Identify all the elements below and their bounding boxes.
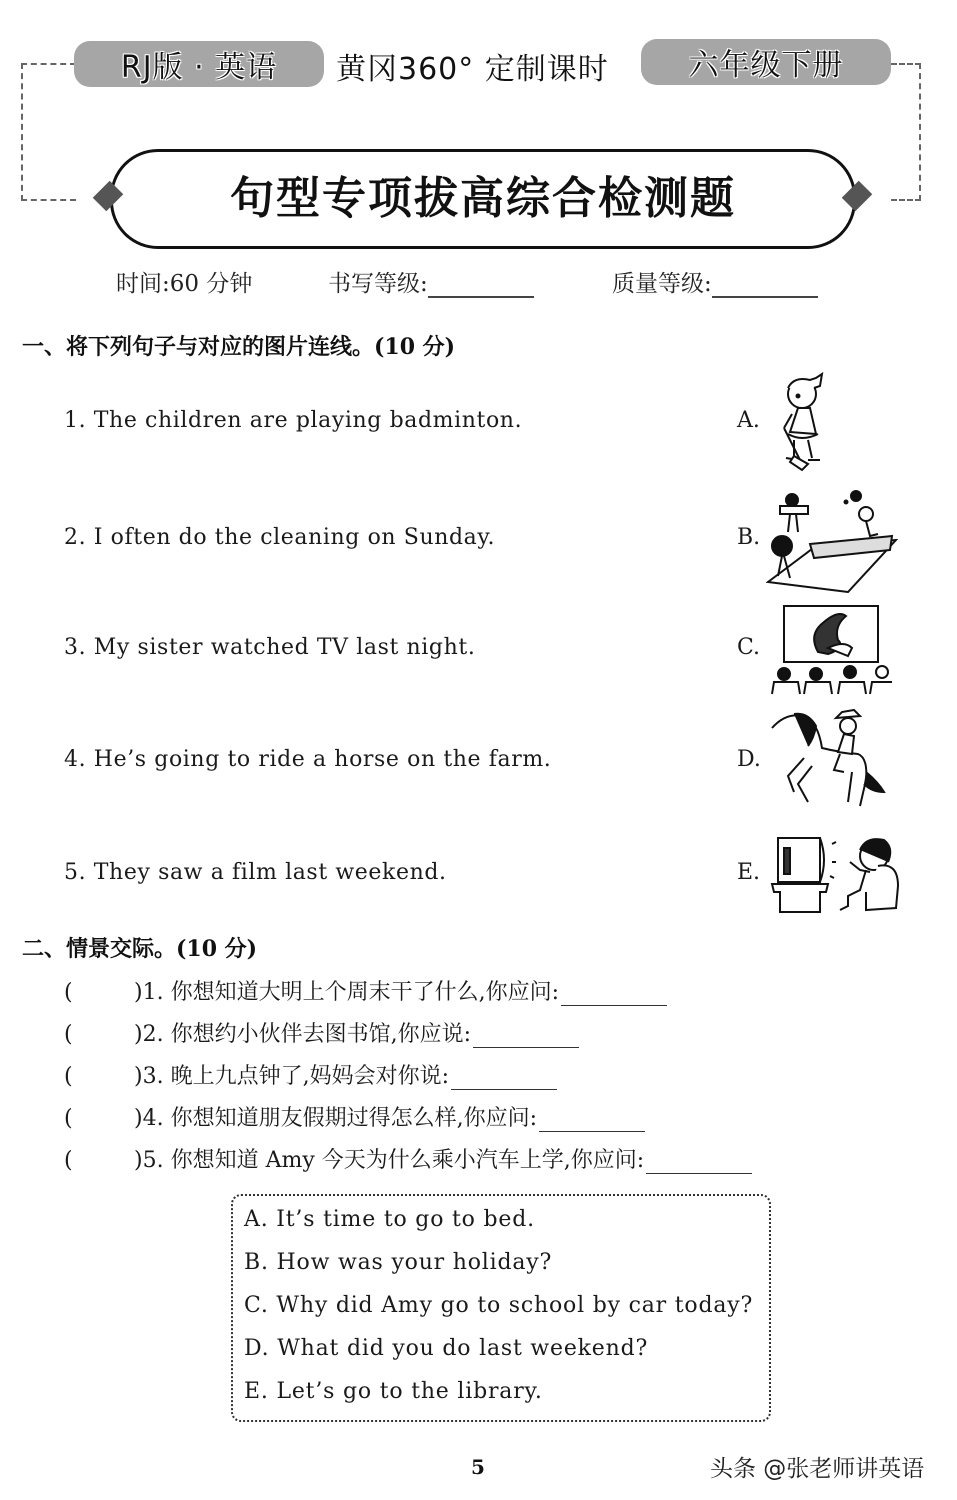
cinema-audience-icon[interactable]: [768, 604, 892, 696]
header-dashed-connector-right: [891, 63, 921, 201]
writing-grade-blank[interactable]: [428, 270, 534, 298]
answer-option-c: C. Why did Amy go to school by car today?: [244, 1293, 754, 1318]
match-sentence-5[interactable]: 5. They saw a film last weekend.: [64, 860, 447, 885]
answer-option-e: E. Let’s go to the library.: [244, 1379, 543, 1404]
answer-bracket-3[interactable]: (: [64, 1064, 73, 1089]
picture-label-a: A.: [737, 408, 760, 433]
match-sentence-2[interactable]: 2. I often do the cleaning on Sunday.: [64, 525, 496, 550]
answer-blank-2[interactable]: [473, 1025, 579, 1048]
dialogue-question-1: [64, 975, 667, 1006]
series-title: 黄冈360° 定制课时: [336, 52, 609, 87]
question-text-1: 1. 你想知道大明上个周末干了什么,你应问:: [142, 980, 559, 1005]
edition-subject-badge: [74, 41, 324, 87]
section1-title: 一、将下列句子与对应的图片连线。(10 分): [22, 334, 456, 360]
dialogue-question-5: [64, 1143, 752, 1174]
answer-blank-3[interactable]: [451, 1067, 557, 1090]
writing-grade: [328, 265, 534, 298]
header-dashed-connector-left: [21, 63, 76, 201]
answer-option-d: D. What did you do last weekend?: [244, 1336, 649, 1361]
page-number: 5: [471, 1455, 485, 1479]
girl-sweeping-icon[interactable]: [772, 372, 842, 472]
answer-option-b: B. How was your holiday?: [244, 1250, 553, 1275]
answer-bracket-close-5: ): [134, 1148, 143, 1173]
picture-label-d: D.: [737, 747, 761, 772]
question-text-5: 5. 你想知道 Amy 今天为什么乘小汽车上学,你应问:: [142, 1148, 645, 1173]
picture-label-b: B.: [737, 525, 761, 550]
answer-bracket-close-1: ): [134, 980, 143, 1005]
question-text-4: 4. 你想知道朋友假期过得怎么样,你应问:: [142, 1106, 537, 1131]
watermark: 头条 @张老师讲英语: [710, 1456, 925, 1482]
children-table-tennis-icon[interactable]: [766, 488, 898, 593]
answer-blank-5[interactable]: [646, 1151, 752, 1174]
answer-blank-4[interactable]: [539, 1109, 645, 1132]
answer-option-a: A. It’s time to go to bed.: [244, 1207, 535, 1232]
dialogue-question-4: [64, 1101, 645, 1132]
question-text-3: 3. 晚上九点钟了,妈妈会对你说:: [142, 1064, 449, 1089]
question-text-2: 2. 你想约小伙伴去图书馆,你应说:: [142, 1022, 471, 1047]
grade-badge: [641, 39, 891, 85]
match-sentence-3[interactable]: 3. My sister watched TV last night.: [64, 635, 476, 660]
time-limit: 时间:60 分钟: [116, 271, 253, 297]
answer-bracket-1[interactable]: (: [64, 980, 73, 1005]
answer-blank-1[interactable]: [561, 983, 667, 1006]
girl-watching-tv-icon[interactable]: [770, 826, 902, 918]
answer-bracket-close-2: ): [134, 1022, 143, 1047]
edition-subject-label: RJ版 · 英语: [120, 50, 278, 85]
dialogue-question-3: [64, 1059, 557, 1090]
grade-label: 六年级下册: [688, 48, 844, 83]
match-sentence-1[interactable]: 1. The children are playing badminton.: [64, 408, 523, 433]
picture-label-c: C.: [737, 635, 761, 660]
picture-label-e: E.: [737, 860, 761, 885]
match-sentence-4[interactable]: 4. He’s going to ride a horse on the farm.: [64, 747, 552, 772]
dialogue-question-2: [64, 1017, 579, 1048]
quality-grade: [612, 265, 818, 298]
quality-grade-label: 质量等级:: [612, 271, 712, 297]
quality-grade-blank[interactable]: [712, 270, 818, 298]
answer-bracket-2[interactable]: (: [64, 1022, 73, 1047]
writing-grade-label: 书写等级:: [328, 271, 428, 297]
answer-bracket-4[interactable]: (: [64, 1106, 73, 1131]
answer-bracket-close-3: ): [134, 1064, 143, 1089]
page-title: 句型专项拔高综合检测题: [230, 173, 736, 224]
answer-bracket-close-4: ): [134, 1106, 143, 1131]
section2-title: 二、情景交际。(10 分): [22, 936, 258, 962]
boy-riding-horse-icon[interactable]: [768, 706, 888, 814]
answer-bracket-5[interactable]: (: [64, 1148, 73, 1173]
